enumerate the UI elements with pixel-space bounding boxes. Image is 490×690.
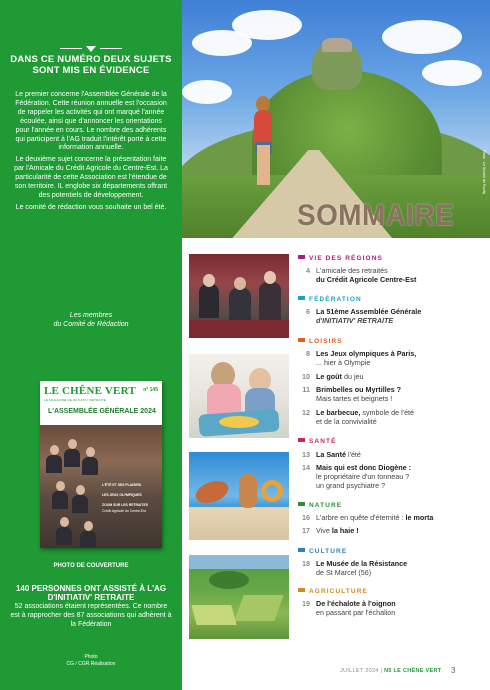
- section-header: CULTURE: [298, 548, 347, 556]
- cover-title: LE CHÊNE VERT: [44, 385, 136, 397]
- cover-text: 52 associations étaient représentées. Ce nombre est à rapprocher des 87 associations qui adhèrent à la Fédération: [10, 603, 172, 628]
- footer-date: JUILLET 2024: [340, 668, 379, 674]
- cover-description: [10, 584, 172, 629]
- credit-line: CG / CGR Réalisation: [66, 660, 116, 667]
- sidebar-text: [14, 91, 168, 216]
- photo-countryside: [189, 555, 289, 639]
- cover-issue: n° 145: [143, 387, 158, 393]
- sidebar-paragraph: Le deuxième sujet concerne la présentation faite par l'Amicale du Crédit Agricole du Centre-Est. La particularité de cette Association est l'étendue de son territoire. IL englobe six départements offrant des potentiels de développement.: [14, 156, 168, 199]
- hero-credit: Photo : Le Solutré de Pouilly: [482, 150, 486, 195]
- photo-beach: [189, 452, 289, 540]
- cover-caption: ZOOM SUR LES RETRAITES: [102, 503, 148, 507]
- photo-children-game: [189, 354, 289, 438]
- photo-assembly: [189, 254, 289, 338]
- page-footer: JUILLET 2024 | N5 LE CHÊNE VERT: [340, 668, 442, 674]
- cover-subtitle: LE MAGAZINE DE INITIATIV' RETRAITE: [44, 398, 106, 402]
- cover-caption: LES JEUX OLYMPIQUES: [102, 493, 142, 497]
- signature-line: Les membres: [69, 312, 113, 319]
- section-header: NATURE: [298, 502, 342, 510]
- sidebar-paragraph: Le comité de rédaction vous souhaite un bel été.: [15, 203, 167, 211]
- page-number: 3: [451, 666, 456, 675]
- section-header: LOISIRS: [298, 338, 343, 346]
- sidebar: [0, 0, 182, 690]
- section-header: VIE DES RÉGIONS: [298, 255, 383, 263]
- photo-credit: [10, 654, 172, 667]
- section-header: AGRICULTURE: [298, 588, 368, 596]
- cover-caption: Crédit Agricole du Centre-Est: [102, 509, 146, 513]
- sidebar-heading: DANS CE NUMÉRO DEUX SUJETS SONT MIS EN ÉVIDENCE: [10, 54, 172, 76]
- signature-line: du Comité de Rédaction: [53, 321, 129, 328]
- page-title: SOMMAIRE: [297, 199, 455, 232]
- editorial-signature: [14, 311, 168, 329]
- section-header: FÉDÉRATION: [298, 296, 362, 304]
- section-header: SANTÉ: [298, 438, 337, 446]
- cover-label: PHOTO DE COUVERTURE: [53, 563, 129, 569]
- sidebar-paragraph: Le premier concerne l'Assemblée Générale de la Fédération. Cette réunion annuelle est l'occasion de rappeler les activités qui ont marqué l'année écoulée, ainsi que d'annoncer les orientations pour l'année en cours. Le nombre des adhérents qui participent à l'AG traduit l'intérêt porté à cette information annuelle.: [15, 91, 167, 152]
- cover-headline: L'ASSEMBLÉE GÉNÉRALE 2024: [48, 408, 156, 415]
- cover-caption: L'ÉTÉ ET SES PLAISIRS: [102, 483, 142, 487]
- cover-headline: 140 PERSONNES ONT ASSISTÉ À L'AG D'INITIATIV' RETRAITE: [15, 584, 167, 602]
- footer-magazine: N5 LE CHÊNE VERT: [384, 668, 442, 674]
- cover-photo-audience: [40, 425, 162, 548]
- credit-line: Photo: [84, 654, 98, 660]
- cover-thumbnail[interactable]: [40, 381, 162, 548]
